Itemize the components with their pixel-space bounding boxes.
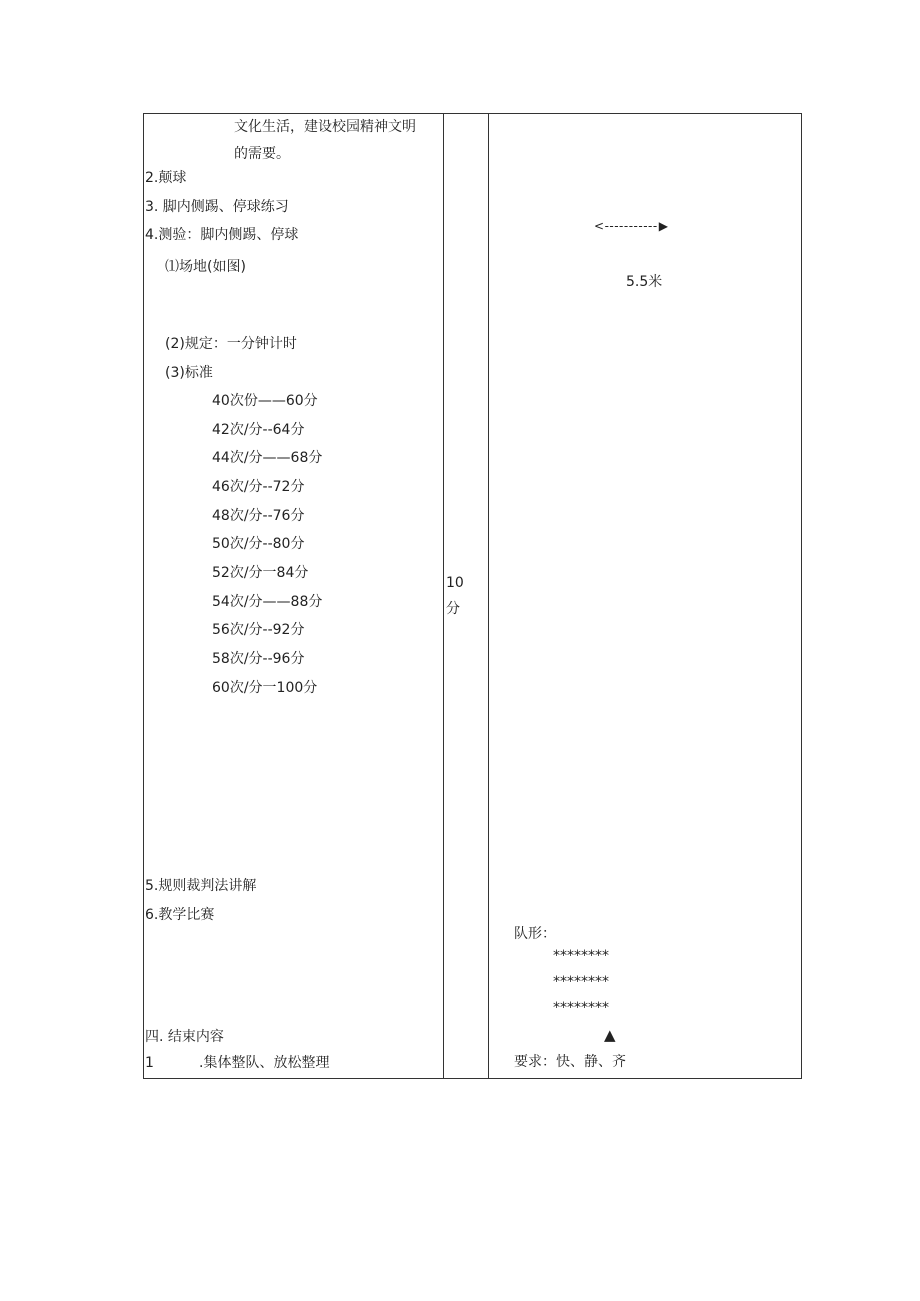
intro-line-2: 的需要。 (234, 146, 290, 162)
sub-item-field: ⑴场地(如图) (165, 259, 246, 275)
formation-row: ******** (553, 948, 609, 964)
item-3-heading: 3. 脚内侧踢、停球练习 (145, 199, 289, 215)
score-row: 60次/分一100分 (212, 680, 318, 696)
teacher-triangle-icon: ▲ (604, 1026, 616, 1044)
arrow-right-icon: ▶ (658, 219, 668, 233)
end-item-text: .集体整队、放松整理 (199, 1055, 330, 1071)
sub-item-standard: (3)标准 (165, 365, 213, 381)
column-divider-time (488, 113, 489, 1079)
time-unit: 分 (446, 601, 460, 617)
time-minutes: 10 (446, 575, 464, 591)
section-4-heading: 四. 结束内容 (145, 1029, 224, 1045)
item-6-heading: 6.教学比赛 (145, 907, 215, 923)
score-row: 52次/分一84分 (212, 565, 309, 581)
score-row: 54次/分——88分 (212, 594, 323, 610)
sub-item-rule: (2)规定：一分钟计时 (165, 336, 297, 352)
formation-row: ******** (553, 974, 609, 990)
score-row: 44次/分——68分 (212, 450, 323, 466)
score-row: 46次/分--72分 (212, 479, 305, 495)
requirement-text: 要求：快、静、齐 (514, 1054, 626, 1070)
distance-label: 5.5米 (626, 274, 663, 290)
score-row: 56次/分--92分 (212, 622, 305, 638)
item-4-heading: 4.测验：脚内侧踢、停球 (145, 227, 299, 243)
distance-arrow (594, 219, 668, 233)
score-row: 42次/分--64分 (212, 422, 305, 438)
score-row: 40次份——60分 (212, 393, 318, 409)
score-row: 50次/分--80分 (212, 536, 305, 552)
item-2-heading: 2.颠球 (145, 170, 187, 186)
arrow-left-icon: < (594, 219, 605, 233)
item-5-heading: 5.规则裁判法讲解 (145, 878, 257, 894)
end-item-number: 1 (145, 1055, 154, 1071)
column-divider-content (443, 113, 444, 1079)
formation-row: ******** (553, 1000, 609, 1016)
score-row: 58次/分--96分 (212, 651, 305, 667)
intro-line-1: 文化生活，建设校园精神文明 (234, 119, 416, 135)
score-row: 48次/分--76分 (212, 508, 305, 524)
formation-label: 队形： (514, 926, 556, 942)
arrow-dashes: ----------- (604, 219, 658, 233)
